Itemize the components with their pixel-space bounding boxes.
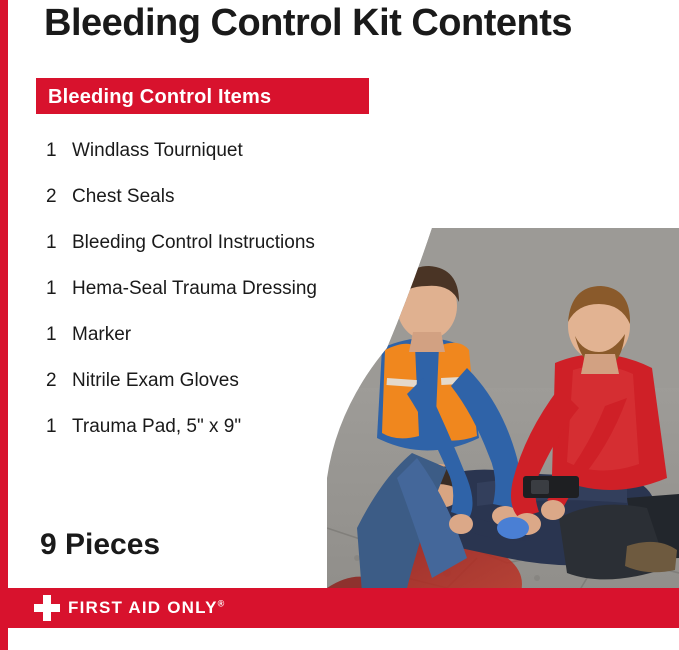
list-item	[36, 128, 436, 174]
list-item	[36, 404, 436, 450]
item-quantity: 2	[46, 186, 57, 207]
item-quantity: 1	[46, 140, 57, 161]
list-item	[36, 220, 436, 266]
item-label: Trauma Pad, 5" x 9"	[72, 416, 242, 437]
left-red-rule	[0, 0, 8, 650]
item-quantity: 2	[46, 370, 57, 391]
list-item	[36, 266, 436, 312]
section-header-label: Bleeding Control Items	[48, 86, 272, 108]
page-title: Bleeding Control Kit Contents	[44, 2, 573, 44]
list-item	[36, 174, 436, 220]
brand-name-text: FIRST AID ONLY	[68, 598, 218, 617]
item-label: Chest Seals	[72, 186, 175, 207]
list-item	[36, 312, 436, 358]
brand-footer	[0, 588, 679, 628]
item-label: Windlass Tourniquet	[72, 140, 243, 161]
item-quantity: 1	[46, 278, 57, 299]
item-label: Nitrile Exam Gloves	[72, 370, 239, 391]
section-header-banner	[36, 78, 369, 114]
total-pieces-label: 9 Pieces	[40, 528, 161, 561]
item-label: Marker	[72, 324, 132, 345]
item-label: Hema-Seal Trauma Dressing	[72, 278, 317, 299]
item-quantity: 1	[46, 232, 57, 253]
item-label: Bleeding Control Instructions	[72, 232, 315, 253]
list-item	[36, 358, 436, 404]
medical-cross-icon	[34, 595, 60, 621]
brand-logo	[34, 594, 224, 622]
item-quantity: 1	[46, 324, 57, 345]
item-quantity: 1	[46, 416, 57, 437]
items-list	[36, 128, 436, 450]
registered-mark: ®	[217, 598, 225, 609]
brand-name	[68, 598, 224, 618]
